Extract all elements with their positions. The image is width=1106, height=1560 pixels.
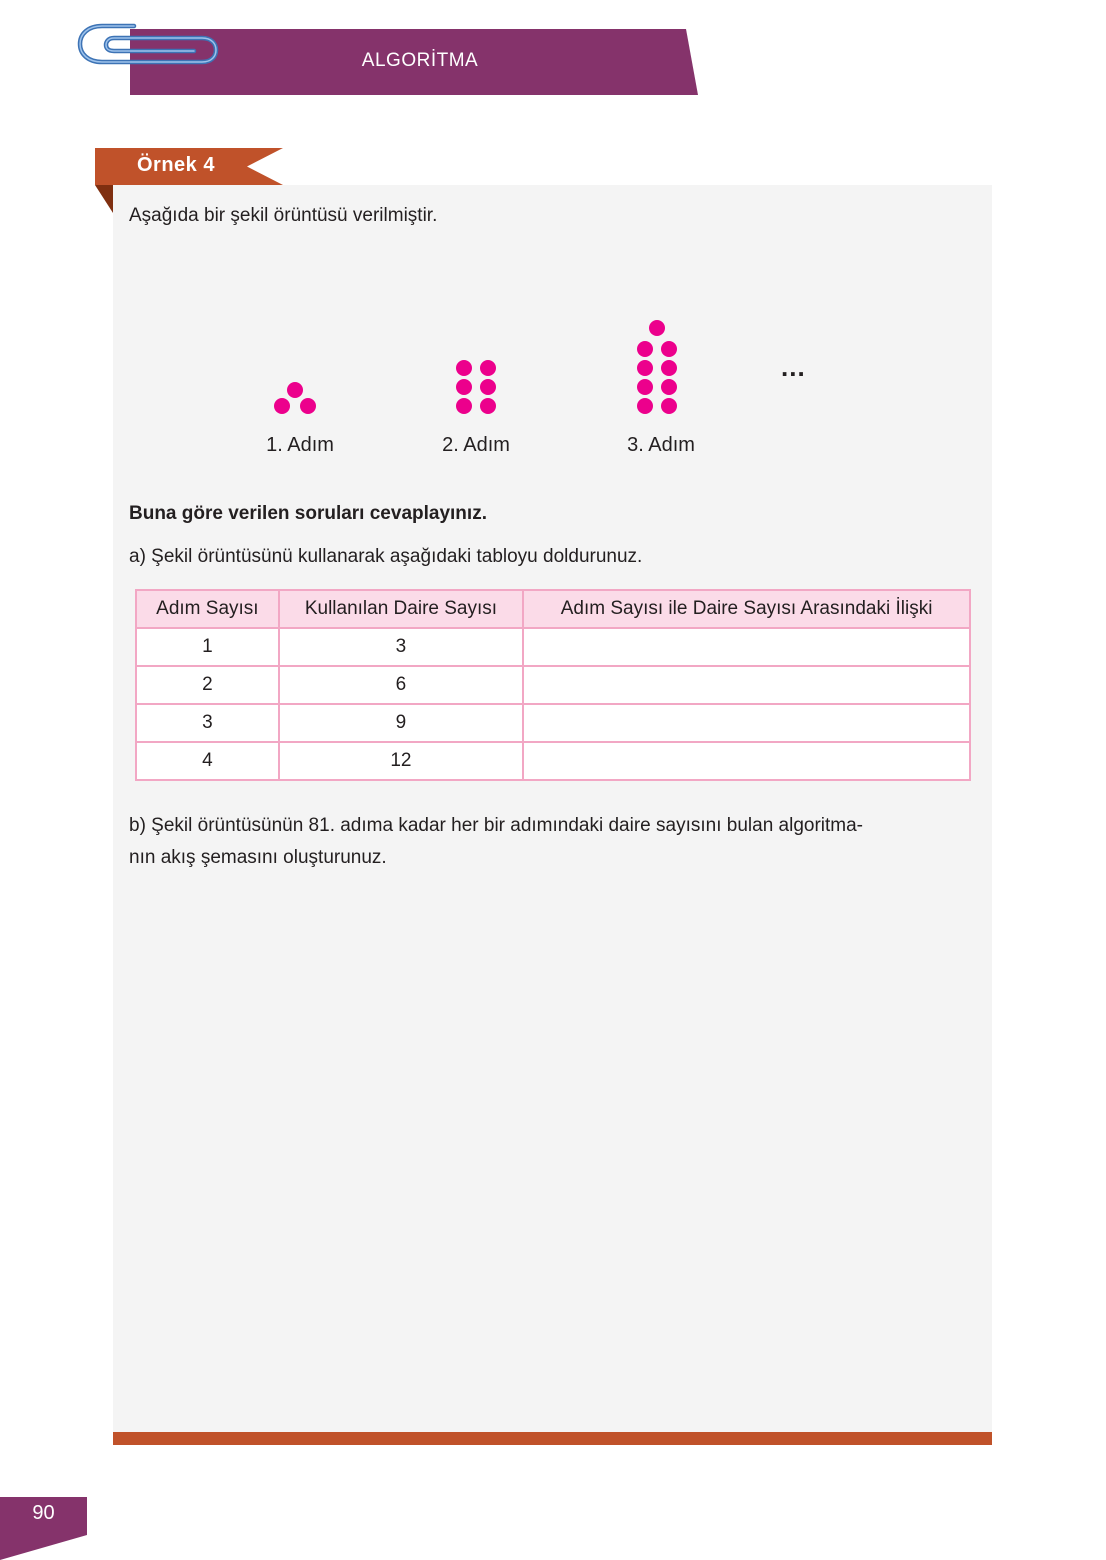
step-label: 2. Adım	[442, 434, 510, 456]
column-header: Adım Sayısı	[136, 590, 279, 628]
circle-dot	[661, 379, 677, 395]
instruction-prompt: Buna göre verilen soruları cevaplayınız.	[129, 503, 487, 524]
step-label: 1. Adım	[266, 434, 334, 456]
paperclip-icon	[74, 14, 224, 94]
relation-cell[interactable]	[523, 742, 970, 780]
page-number: 90	[32, 1502, 55, 1524]
circle-dot	[649, 320, 665, 336]
circle-dot	[480, 360, 496, 376]
relation-cell[interactable]	[523, 628, 970, 666]
table-row	[136, 704, 970, 742]
page-header-title: ALGORİTMA	[361, 50, 479, 71]
circle-dot	[661, 398, 677, 414]
circle-dot	[637, 360, 653, 376]
question-b-line-2: nın akış şemasını oluşturunuz.	[129, 847, 387, 868]
circle-count-cell: 12	[279, 742, 523, 780]
page-number-tail	[0, 1535, 87, 1560]
example-panel	[113, 185, 992, 1432]
circle-count-cell: 6	[279, 666, 523, 704]
circle-dot	[480, 379, 496, 395]
circle-dot	[637, 398, 653, 414]
relation-cell[interactable]	[523, 704, 970, 742]
circle-dot	[661, 360, 677, 376]
circle-dot	[274, 398, 290, 414]
circle-dot	[300, 398, 316, 414]
table-row	[136, 666, 970, 704]
step-count-cell: 2	[136, 666, 279, 704]
step-count-cell: 1	[136, 628, 279, 666]
circle-dot	[287, 382, 303, 398]
panel-bottom-bar	[113, 1432, 992, 1445]
table-header-row	[136, 590, 970, 628]
column-header: Kullanılan Daire Sayısı	[279, 590, 523, 628]
circle-dot	[661, 341, 677, 357]
circle-dot	[480, 398, 496, 414]
table-row	[136, 628, 970, 666]
question-b-line-1: b) Şekil örüntüsünün 81. adıma kadar her bir adımındaki daire sayısını bulan algoritma-	[129, 815, 864, 836]
data-table	[135, 589, 971, 781]
circle-count-cell: 9	[279, 704, 523, 742]
circle-dot	[456, 360, 472, 376]
relation-cell[interactable]	[523, 666, 970, 704]
example-intro: Aşağıda bir şekil örüntüsü verilmiştir.	[129, 205, 438, 226]
circle-count-cell: 3	[279, 628, 523, 666]
table-row	[136, 742, 970, 780]
pattern-continuation: ...	[781, 352, 806, 382]
circle-dot	[456, 398, 472, 414]
circle-dot	[456, 379, 472, 395]
column-header: Adım Sayısı ile Daire Sayısı Arasındaki İlişki	[523, 590, 970, 628]
step-count-cell: 3	[136, 704, 279, 742]
example-tab-fold	[95, 185, 113, 213]
example-tab-label: Örnek 4	[137, 154, 215, 176]
step-label: 3. Adım	[627, 434, 695, 456]
circle-dot	[637, 341, 653, 357]
step-count-cell: 4	[136, 742, 279, 780]
question-a: a) Şekil örüntüsünü kullanarak aşağıdaki tabloyu doldurunuz.	[129, 546, 643, 567]
circle-dot	[637, 379, 653, 395]
